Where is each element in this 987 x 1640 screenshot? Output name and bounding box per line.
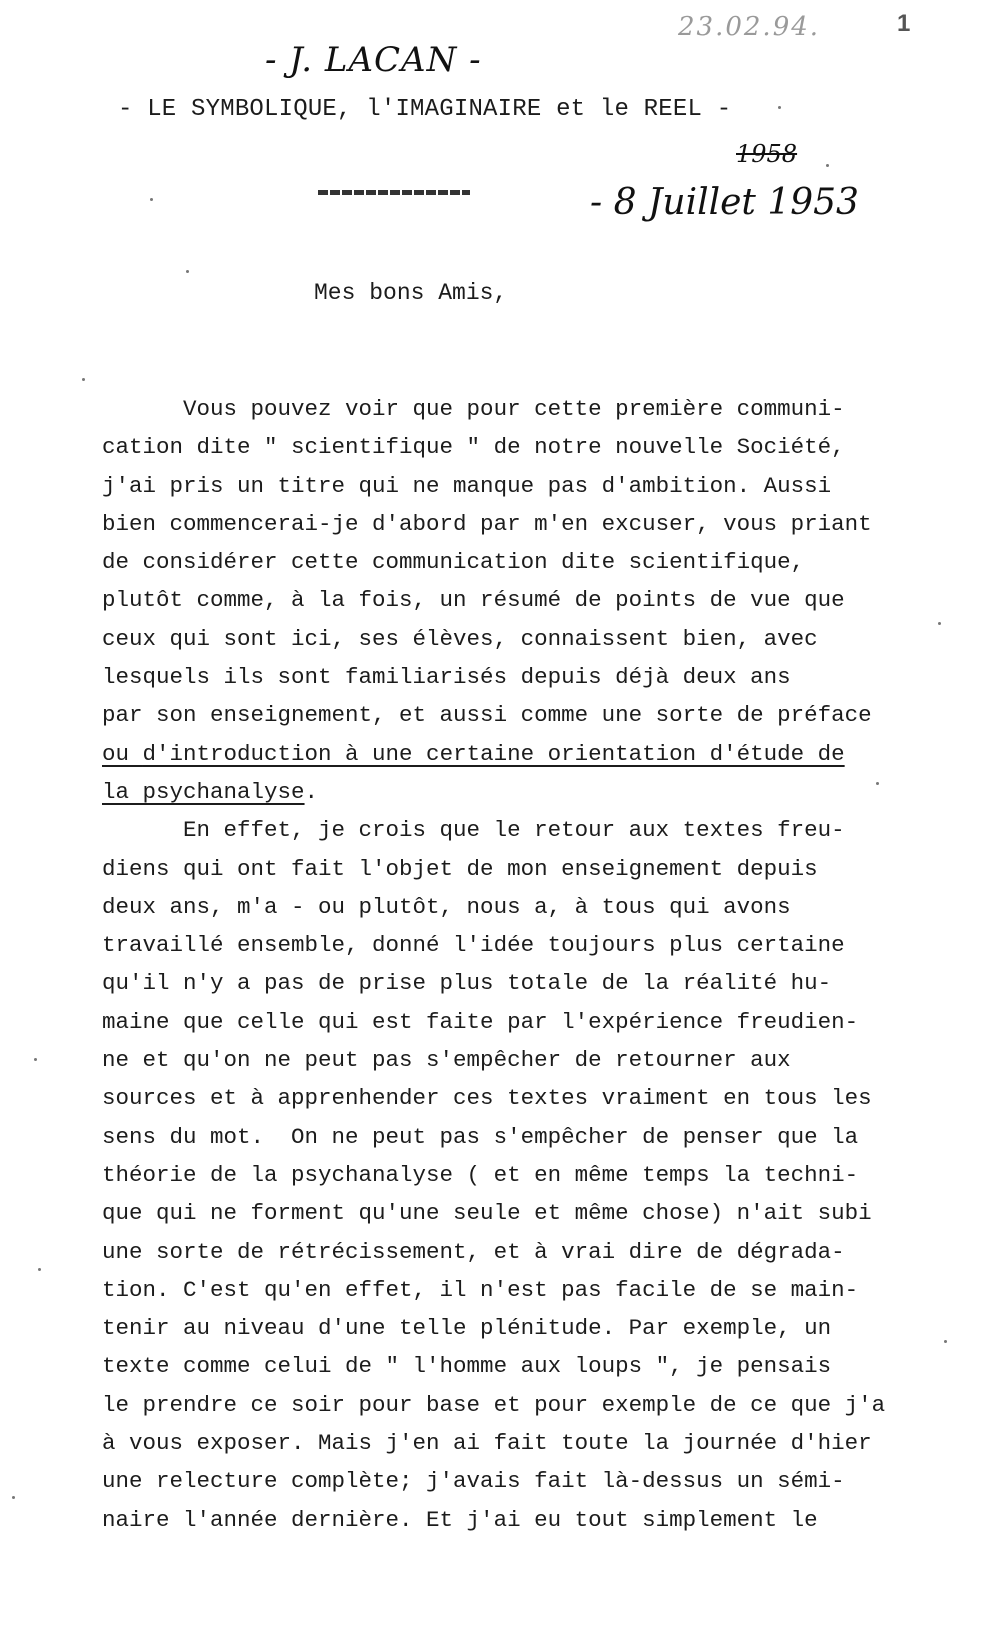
typed-separator-rule bbox=[318, 190, 470, 195]
text-line: le prendre ce soir pour base et pour exemple de ce que j'a bbox=[102, 1391, 886, 1418]
scan-speck bbox=[876, 782, 879, 785]
text-line: qu'il n'y a pas de prise plus totale de la réalité hu- bbox=[102, 970, 832, 997]
text-line-underlined: la psychanalyse. bbox=[102, 778, 319, 805]
text-line: de considérer cette communication dite scientifique, bbox=[102, 549, 805, 576]
line-prefix: ou bbox=[102, 740, 143, 767]
underlined-fragment: la psychanalyse bbox=[102, 778, 305, 805]
text-line: à vous exposer. Mais j'en ai fait toute la journée d'hier bbox=[102, 1430, 872, 1457]
scan-speck bbox=[150, 198, 153, 201]
scan-speck bbox=[826, 164, 829, 167]
struck-year-text: 1958 bbox=[736, 140, 798, 168]
text-line: Vous pouvez voir que pour cette première communi- bbox=[102, 396, 845, 422]
struck-out-year bbox=[736, 140, 797, 168]
text-line: travaillé ensemble, donné l'idée toujours plus certaine bbox=[102, 932, 845, 959]
text-line: sens du mot. On ne peut pas s'empêcher de penser que la bbox=[102, 1123, 859, 1150]
scan-speck bbox=[34, 1058, 37, 1061]
scan-speck bbox=[778, 106, 781, 109]
text-line: ceux qui sont ici, ses élèves, connaissent bien, avec bbox=[102, 625, 818, 652]
text-line: cation dite " scientifique " de notre nouvelle Société, bbox=[102, 434, 845, 461]
page-number: 1 bbox=[897, 10, 911, 37]
text-line-underlined bbox=[102, 735, 982, 773]
text-line: deux ans, m'a - ou plutôt, nous a, à tous qui avons bbox=[102, 893, 791, 920]
text-line: tion. C'est qu'en effet, il n'est pas facile de se main- bbox=[102, 1276, 859, 1303]
scan-speck bbox=[938, 622, 941, 625]
scan-speck bbox=[944, 1340, 947, 1343]
archive-date-stamp: 23.02.94. bbox=[678, 12, 821, 42]
text-line: diens qui ont fait l'objet de mon enseignement depuis bbox=[102, 855, 818, 882]
text-line: En effet, je crois que le retour aux textes freu- bbox=[102, 817, 845, 844]
text-line: texte comme celui de " l'homme aux loups ", je pensais bbox=[102, 1353, 832, 1380]
text-line: maine que celle qui est faite par l'expérience freudien- bbox=[102, 1008, 859, 1035]
scan-speck bbox=[186, 270, 189, 273]
handwritten-date: - 8 Juillet 1953 bbox=[590, 182, 859, 223]
text-line: naire l'année dernière. Et j'ai eu tout simplement le bbox=[102, 1506, 818, 1533]
salutation: Mes bons Amis, bbox=[314, 280, 508, 306]
scan-speck bbox=[82, 378, 85, 381]
text-line: sources et à apprenhender ces textes vraiment en tous les bbox=[102, 1085, 872, 1112]
text-line: une sorte de rétrécissement, et à vrai dire de dégrada- bbox=[102, 1238, 845, 1265]
scan-speck bbox=[38, 1268, 41, 1271]
body-text bbox=[102, 390, 982, 1539]
text-line: ne et qu'on ne peut pas s'empêcher de retourner aux bbox=[102, 1047, 791, 1074]
text-line: par son enseignement, et aussi comme une sorte de préface bbox=[102, 702, 872, 729]
scan-speck bbox=[12, 1496, 15, 1499]
handwritten-author: - J. LACAN - bbox=[265, 40, 482, 80]
text-line: j'ai pris un titre qui ne manque pas d'ambition. Aussi bbox=[102, 472, 832, 499]
text-line: lesquels ils sont familiarisés depuis déjà deux ans bbox=[102, 664, 791, 691]
text-line: bien commencerai-je d'abord par m'en excuser, vous priant bbox=[102, 510, 872, 537]
underlined-fragment: d'introduction à une certaine orientation d'étude de bbox=[142, 740, 845, 767]
text-line: que qui ne forment qu'une seule et même chose) n'ait subi bbox=[102, 1200, 872, 1227]
text-line: tenir au niveau d'une telle plénitude. Par exemple, un bbox=[102, 1315, 832, 1342]
text-line: plutôt comme, à la fois, un résumé de points de vue que bbox=[102, 587, 845, 614]
text-line: une relecture complète; j'avais fait là-dessus un sémi- bbox=[102, 1468, 845, 1495]
document-title: - LE SYMBOLIQUE, l'IMAGINAIRE et le REEL - bbox=[118, 96, 732, 123]
text-line: théorie de la psychanalyse ( et en même temps la techni- bbox=[102, 1161, 859, 1188]
